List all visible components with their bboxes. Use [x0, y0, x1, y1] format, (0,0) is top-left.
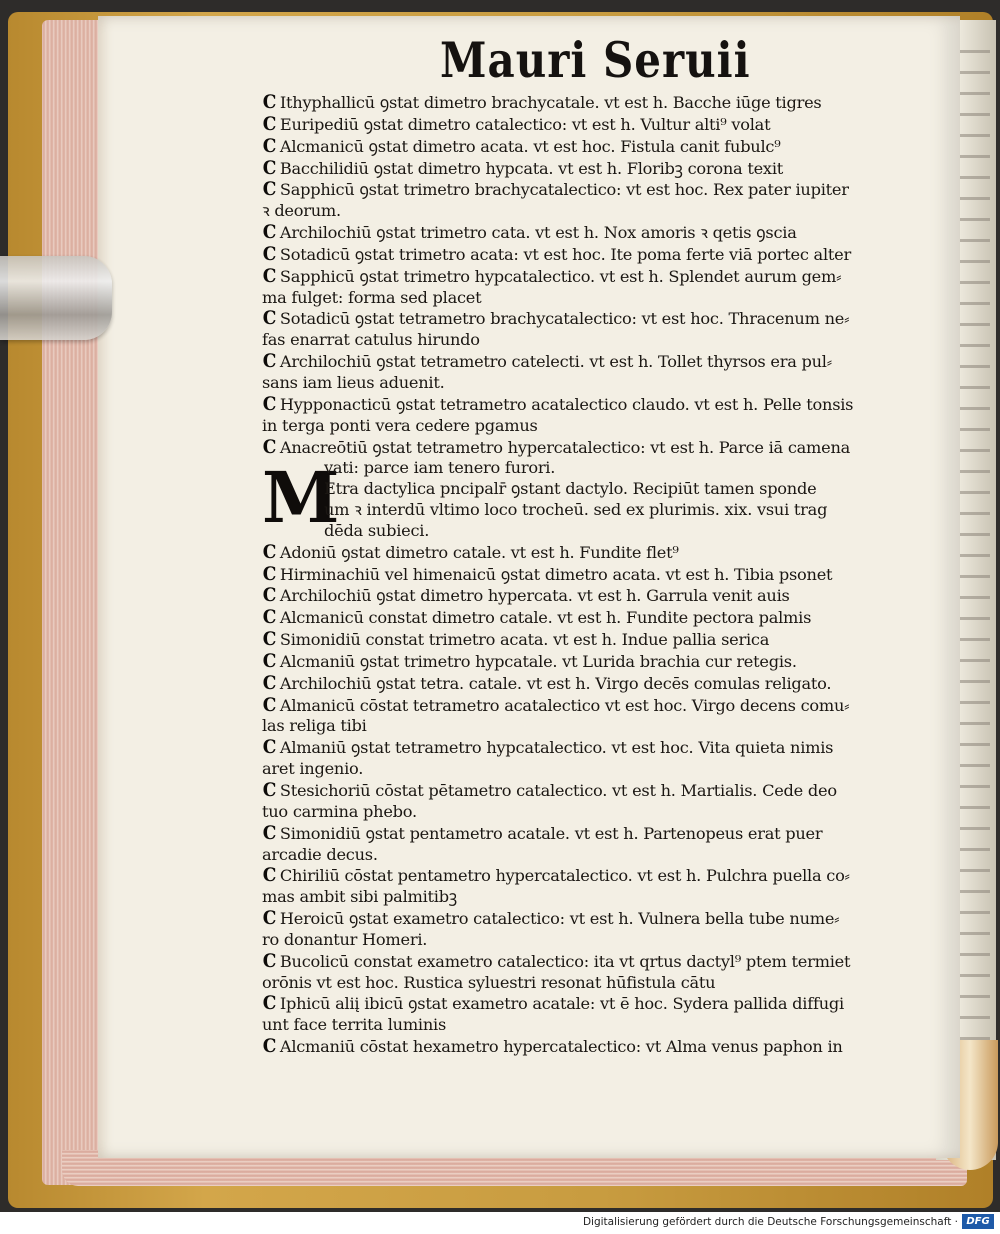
pilcrow-mark: C	[262, 907, 277, 930]
text-line	[262, 865, 894, 887]
text-line	[262, 887, 894, 908]
text-line	[262, 458, 894, 479]
line-text: ma fulget: forma sed placet	[262, 287, 482, 307]
text-line	[262, 158, 894, 180]
line-text: Archilochiū ꝯstat dimetro hypercata. vt est h. Garrula venit auis	[279, 586, 790, 606]
line-text: Sapphicū ꝯstat trimetro hypcatalectico. vt est h. Splendet aurum gem⸗	[279, 266, 842, 286]
line-text: Stesichoriū cōstat pētametro catalectico. vt est h. Martialis. Cede deo	[279, 781, 837, 800]
text-line	[262, 1015, 894, 1036]
line-text: um ꝛ interdū vltimo loco trocheū. sed ex plurimis. xix. vsui trag	[324, 500, 828, 520]
pilcrow-mark: C	[262, 1035, 277, 1058]
text-line	[262, 394, 894, 416]
text-line	[262, 951, 894, 973]
credit-text: Digitalisierung gefördert durch die Deutsche Forschungsgemeinschaft ·	[582, 1216, 958, 1228]
text-line	[262, 930, 894, 951]
line-text: unt face territa luminis	[262, 1015, 447, 1035]
pilcrow-mark: C	[262, 671, 277, 694]
text-line	[262, 973, 894, 994]
line-text: Heroicū ꝯstat exametro catalectico: vt est h. Vulnera bella tube nume⸗	[279, 909, 840, 929]
line-text: Almaniū ꝯstat tetrametro hypcatalectico. vt est hoc. Vita quieta nimis	[279, 738, 834, 758]
pilcrow-mark: C	[262, 392, 277, 415]
line-text: Alcmaniū ꝯstat trimetro hypcatale. vt Lurida brachia cur retegis.	[279, 651, 797, 671]
line-text: Simonidiū ꝯstat pentametro acatale. vt est h. Partenopeus erat puer	[279, 823, 823, 843]
text-line	[262, 607, 894, 629]
line-text: ꝛ deorum.	[262, 201, 341, 221]
text-line	[262, 373, 894, 394]
text-line	[262, 845, 894, 866]
text-line	[262, 437, 894, 459]
pilcrow-mark: C	[262, 779, 277, 801]
line-text: orōnis vt est hoc. Rustica syluestri resonat hūfistula cātu	[262, 972, 716, 992]
dfg-logo[interactable]: DFG	[962, 1214, 994, 1229]
text-line	[262, 759, 894, 780]
text-line	[262, 673, 894, 695]
text-line	[262, 244, 894, 266]
pilcrow-mark: C	[262, 112, 277, 135]
line-text: Etra dactylica pncipalr̄ ꝯstant dactylo. Recipiūt tamen sponde	[324, 479, 817, 499]
pilcrow-mark: C	[262, 693, 277, 716]
pilcrow-mark: C	[262, 821, 277, 844]
line-text: arcadie decus.	[262, 844, 378, 864]
pilcrow-mark: C	[262, 736, 277, 759]
pilcrow-mark: C	[262, 649, 277, 672]
text-line	[262, 201, 894, 222]
text-line	[262, 908, 894, 930]
text-line	[262, 823, 894, 845]
line-text: Archilochiū ꝯstat trimetro cata. vt est h. Nox amoris ꝛ qetis ꝯscia	[279, 223, 797, 243]
page-edge-left	[42, 20, 102, 1185]
text-line	[262, 585, 894, 607]
line-text: aret ingenio.	[262, 759, 364, 779]
running-title: Mauri Seruii	[440, 32, 751, 89]
pilcrow-mark: C	[262, 156, 277, 179]
line-text: Alcmanicū constat dimetro catale. vt est h. Fundite pectora palmis	[279, 608, 812, 628]
pilcrow-mark: C	[262, 307, 277, 330]
text-line	[262, 136, 894, 158]
line-text: Ithyphallicū ꝯstat dimetro brachycatale. vt est h. Bacche iūge tigres	[279, 93, 822, 112]
line-text: dēda subieci.	[324, 520, 430, 540]
text-line	[262, 802, 894, 823]
text-line	[262, 1036, 894, 1058]
page-clip	[0, 256, 112, 340]
text-line	[262, 521, 894, 542]
pilcrow-mark: C	[262, 992, 277, 1015]
line-text: las religa tibi	[262, 716, 367, 736]
line-text: Hypponacticū ꝯstat tetrametro acatalectico claudo. vt est h. Pelle tonsis	[279, 394, 854, 414]
line-text: Bacchilidiū ꝯstat dimetro hypcata. vt est h. Floribꝫ corona texit	[279, 158, 783, 178]
text-line	[262, 651, 894, 673]
pilcrow-mark: C	[262, 178, 277, 201]
pilcrow-mark: C	[262, 221, 277, 244]
line-text: Anacreōtiū ꝯstat tetrametro hypercatalectico: vt est h. Parce iā camena	[279, 437, 851, 457]
pilcrow-mark: C	[262, 628, 277, 651]
pilcrow-mark: C	[262, 584, 277, 607]
line-text: Hirminachiū vel himenaicū ꝯstat dimetro acata. vt est h. Tibia psonet	[279, 564, 833, 584]
line-text: Adoniū ꝯstat dimetro catale. vt est h. Fundite flet⁹	[279, 542, 679, 562]
initial-letter: M	[262, 456, 340, 539]
text-line	[262, 993, 894, 1015]
line-text: sans iam lieus aduenit.	[262, 372, 445, 392]
line-text: Simonidiū constat trimetro acata. vt est h. Indue pallia serica	[279, 630, 770, 650]
line-text: fas enarrat catulus hirundo	[262, 330, 480, 350]
pilcrow-mark: C	[262, 242, 277, 265]
line-text: Alcmaniū cōstat hexametro hypercatalectico: vt Alma venus paphon in	[279, 1037, 843, 1057]
text-line	[262, 629, 894, 651]
text-line	[262, 716, 894, 737]
text-line	[262, 737, 894, 759]
text-line	[262, 308, 894, 330]
line-text: vati: parce iam tenero furori.	[324, 458, 556, 478]
text-line	[262, 266, 894, 288]
text-line	[262, 114, 894, 136]
line-text: mas ambit sibi palmitibꝫ	[262, 887, 457, 907]
line-text: Bucolicū constat exametro catalectico: ita vt qrtus dactyl⁹ ptem termiet	[279, 951, 851, 971]
pilcrow-mark: C	[262, 435, 277, 458]
text-line	[262, 780, 894, 802]
text-line	[262, 330, 894, 351]
line-text: tuo carmina phebo.	[262, 801, 417, 821]
pilcrow-mark: C	[262, 864, 277, 887]
pilcrow-mark: C	[262, 134, 277, 157]
line-text: Sotadicū ꝯstat trimetro acata: vt est hoc. Ite poma ferte viā portec alter	[279, 244, 851, 264]
pilcrow-mark: C	[262, 562, 277, 585]
line-text: Sotadicū ꝯstat tetrametro brachycatalectico: vt est hoc. Thracenum ne⸗	[279, 309, 850, 329]
line-text: Sapphicū ꝯstat trimetro brachycatalectico: vt est hoc. Rex pater iupiter	[279, 180, 849, 200]
line-text: in terga ponti vera cedere pgamus	[262, 415, 538, 435]
text-line	[262, 416, 894, 437]
text-line	[262, 179, 894, 201]
text-line	[262, 479, 894, 500]
line-text: Archilochiū ꝯstat tetra. catale. vt est h. Virgo decēs comulas religato.	[279, 673, 832, 693]
pilcrow-mark: C	[262, 350, 277, 373]
line-text: Iphicū aliį ibicū ꝯstat exametro acatale: vt ē hoc. Sydera pallida diffugi	[279, 994, 844, 1014]
text-line	[262, 351, 894, 373]
pilcrow-mark: C	[262, 540, 277, 563]
pilcrow-mark: C	[262, 606, 277, 629]
text-line	[262, 288, 894, 309]
line-text: Euripediū ꝯstat dimetro catalectico: vt est h. Vultur alti⁹ volat	[279, 114, 771, 134]
text-line	[262, 500, 894, 521]
text-line	[262, 695, 894, 717]
pilcrow-mark: C	[262, 264, 277, 287]
text-block	[262, 92, 894, 1058]
text-line	[262, 542, 894, 564]
text-line	[262, 222, 894, 244]
line-text: Archilochiū ꝯstat tetrametro catelecti. vt est h. Tollet thyrsos era pul⸗	[279, 352, 832, 372]
line-text: Alcmanicū ꝯstat dimetro acata. vt est hoc. Fistula canit fubulc⁹	[279, 136, 781, 156]
pilcrow-mark: C	[262, 91, 277, 113]
line-text: ro donantur Homeri.	[262, 929, 428, 949]
pilcrow-mark: C	[262, 949, 277, 972]
text-line	[262, 92, 894, 114]
line-text: Almanicū cōstat tetrametro acatalectico vt est hoc. Virgo decens comu⸗	[279, 695, 850, 715]
text-line	[262, 564, 894, 586]
line-text: Chiriliū cōstat pentametro hypercatalectico. vt est h. Pulchra puella co⸗	[279, 866, 850, 886]
